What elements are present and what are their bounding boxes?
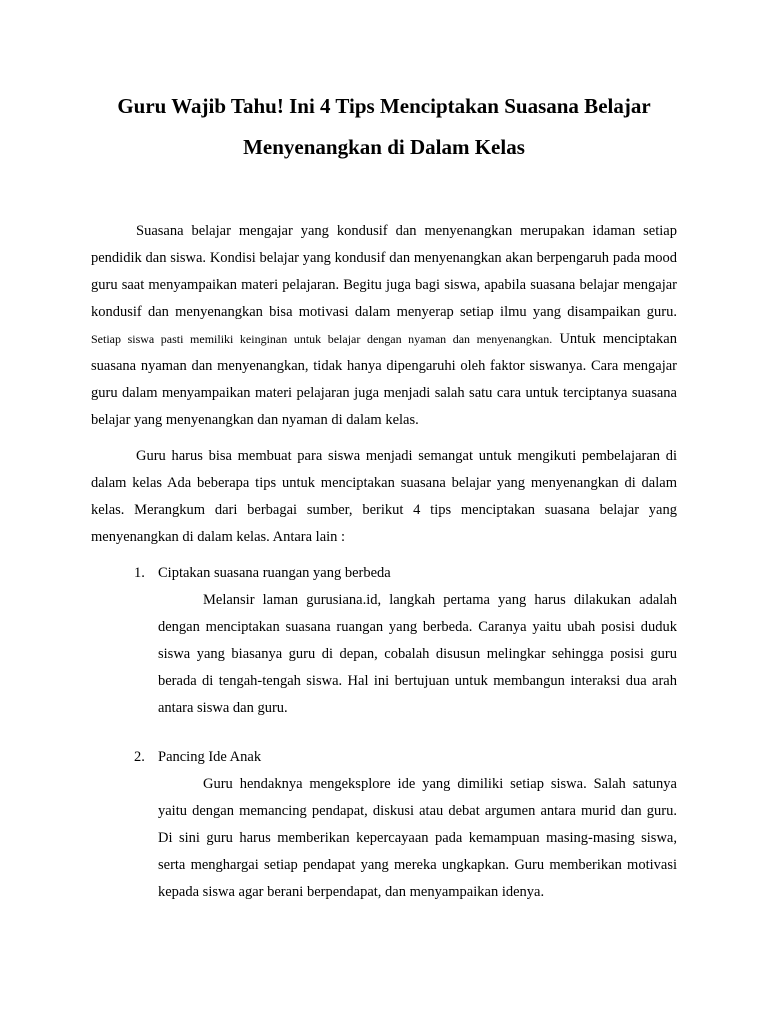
list-item-heading: Ciptakan suasana ruangan yang berbeda: [158, 565, 391, 581]
list-item: [91, 560, 677, 722]
document-title: [60, 86, 708, 168]
title-line-2: Menyenangkan di Dalam Kelas: [243, 135, 525, 159]
list-item-heading: Pancing Ide Anak: [158, 749, 262, 765]
document-body: [91, 218, 677, 906]
intro-text-part-1: Suasana belajar mengajar yang kondusif dan menyenangkan merupakan idaman setiap pendidik dan siswa. Kondisi belajar yang kondusif dan menyenangkan akan berpengaruh pada mood guru saat menyampaikan materi pelajaran. Begitu juga bagi siswa, apabila suasana belajar mengajar kondusif dan menyenangkan bisa motivasi dalam menyerap setiap ilmu yang disampaikan guru.: [91, 223, 677, 320]
second-paragraph: Guru harus bisa membuat para siswa menjadi semangat untuk mengikuti pembelajaran di dalam kelas Ada beberapa tips untuk menciptakan suasana belajar yang menyenangkan di dalam kelas. Merangkum dari berbagai sumber, berikut 4 tips menciptakan suasana belajar yang menyenangkan di dalam kelas. Antara lain :: [91, 448, 677, 545]
intro-text-part-2: Untuk menciptakan suasana nyaman dan menyenangkan, tidak hanya dipengaruhi oleh faktor siswanya. Cara mengajar guru dalam menyampaikan materi pelajaran juga menjadi salah satu cara untuk terciptanya suasana belajar yang menyenangkan dan nyaman di dalam kelas.: [91, 331, 677, 428]
list-item-number: 1.: [134, 565, 145, 581]
list-item-body: Melansir laman gurusiana.id, langkah pertama yang harus dilakukan adalah dengan menciptakan suasana ruangan yang berbeda. Caranya yaitu ubah posisi duduk siswa yang biasanya guru di depan, cobalah disusun melingkar sehingga posisi guru berada di tengah-tengah siswa. Hal ini bertujuan untuk membangun interaksi dua arah antara siswa dan guru.: [158, 592, 677, 716]
title-line-1: Guru Wajib Tahu! Ini 4 Tips Menciptakan Suasana Belajar: [117, 94, 651, 118]
list-item: [91, 744, 677, 906]
intro-text-small: Setiap siswa pasti memiliki keinginan untuk belajar dengan nyaman dan menyenangkan.: [91, 332, 553, 346]
tips-list: [91, 560, 677, 906]
list-item-body: Guru hendaknya mengeksplore ide yang dimiliki setiap siswa. Salah satunya yaitu dengan memancing pendapat, diskusi atau debat argumen antara murid dan guru. Di sini guru harus memberikan kepercayaan pada kemampuan masing-masing siswa, serta menghargai setiap pendapat yang mereka ungkapkan. Guru memberikan motivasi kepada siswa agar berani berpendapat, dan menyampaikan idenya.: [158, 776, 677, 900]
intro-paragraph: [91, 218, 677, 434]
list-item-number: 2.: [134, 749, 145, 765]
